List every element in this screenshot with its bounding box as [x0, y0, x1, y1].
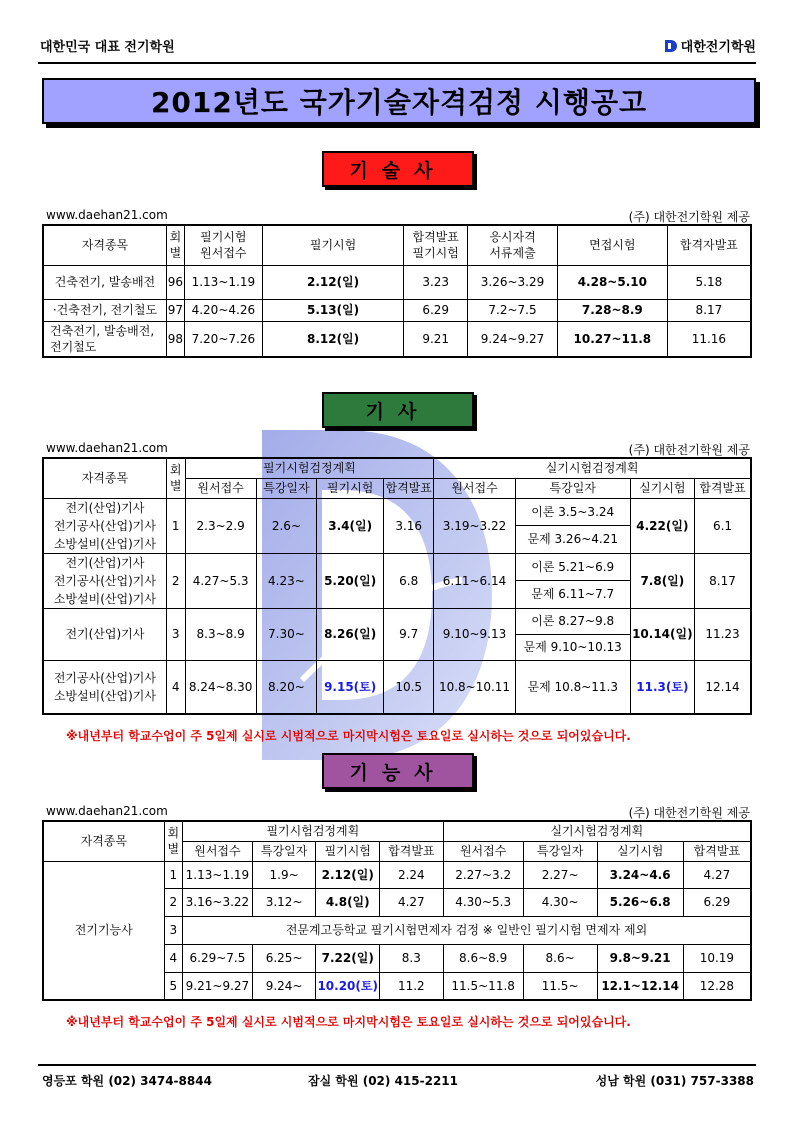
cell: ·건축전기, 전기철도	[43, 299, 166, 321]
cell: 2	[164, 888, 182, 916]
cell: 4.30~	[523, 888, 597, 916]
cell: 11.3(토)	[630, 660, 694, 714]
cell: 4.27	[380, 888, 444, 916]
cell: 문제 6.11~7.7	[515, 581, 630, 609]
cell-note: 전문계고등학교 필기시험면제자 검정 ※ 일반인 필기시험 면제자 제외	[183, 916, 751, 944]
cell: 8.20~	[256, 660, 317, 714]
col-header: 필기시험 원서접수	[184, 225, 262, 265]
table-engineer	[42, 457, 752, 715]
cell: 4.8(일)	[316, 888, 380, 916]
cell: 6.29	[683, 888, 751, 916]
cell: 9.7	[384, 608, 434, 660]
cell: 5.20(일)	[317, 553, 384, 608]
cell: 10.8~10.11	[434, 660, 516, 714]
cell: 7.28~8.9	[557, 299, 667, 321]
cell: 8.3~8.9	[185, 608, 256, 660]
cell: 2.27~3.2	[443, 861, 523, 888]
col-header: 필기시험	[317, 478, 384, 498]
cell: 11.5~11.8	[443, 972, 523, 1000]
group-header: 필기시험검정계획	[183, 821, 444, 841]
cell: 3.12~	[252, 888, 316, 916]
table-row	[43, 498, 751, 526]
cell: 6.1	[695, 498, 752, 553]
cell: 5.13(일)	[262, 299, 403, 321]
cell: 5.26~6.8	[597, 888, 683, 916]
cell: 11.2	[380, 972, 444, 1000]
cell: 11.5~	[523, 972, 597, 1000]
cell: 10.19	[683, 944, 751, 972]
cell: 2.6~	[256, 498, 317, 553]
cell: 6.25~	[252, 944, 316, 972]
source-url: www.daehan21.com	[46, 208, 168, 222]
cell: 7.8(일)	[630, 553, 694, 608]
cell: 12.14	[695, 660, 752, 714]
table-row	[43, 660, 751, 714]
col-header: 실기시험	[630, 478, 694, 498]
cell-subjects: 전기(산업)기사 전기공사(산업)기사 소방설비(산업)기사	[43, 553, 166, 608]
cell: 3.24~4.6	[597, 861, 683, 888]
section-label-engineer-pro: 기술사	[322, 151, 474, 187]
cell: 96	[166, 265, 184, 299]
cell: 2.27~	[523, 861, 597, 888]
cell: 9.24~	[252, 972, 316, 1000]
col-header: 응시자격 서류제출	[468, 225, 558, 265]
col-header: 필기시험	[316, 841, 380, 861]
cell: 8.12(일)	[262, 321, 403, 357]
cell: 7.22(일)	[316, 944, 380, 972]
cell: 건축전기, 발송배전	[43, 265, 166, 299]
footer-center: 잠실 학원 (02) 415-2211	[308, 1074, 458, 1088]
cell: 10.27~11.8	[557, 321, 667, 357]
cell: 8.17	[667, 299, 751, 321]
cell: 1	[166, 498, 185, 553]
cell: 8.26(일)	[317, 608, 384, 660]
cell: 1	[164, 861, 182, 888]
table-craftsman	[42, 820, 752, 1001]
header-rule	[38, 62, 756, 64]
col-header: 특강일자	[515, 478, 630, 498]
cell: 10.20(토)	[316, 972, 380, 1000]
col-header: 회 별	[164, 821, 182, 861]
cell-subjects: 전기(산업)기사	[43, 608, 166, 660]
cell: 6.29	[404, 299, 468, 321]
col-header: 필기시험	[262, 225, 403, 265]
cell: 7.20~7.26	[184, 321, 262, 357]
cell: 4.23~	[256, 553, 317, 608]
col-header: 실기시험	[597, 841, 683, 861]
cell: 3.16	[384, 498, 434, 553]
footer-left: 영등포 학원 (02) 3474-8844	[42, 1074, 212, 1088]
header-right-text: 대한전기학원	[680, 40, 756, 55]
credit-text: (주) 대한전기학원 제공	[628, 806, 750, 820]
cell: 6.11~6.14	[434, 553, 516, 608]
cell: 5.18	[667, 265, 751, 299]
cell: 8.17	[695, 553, 752, 608]
cell: 2.3~2.9	[185, 498, 256, 553]
col-header: 특강일자	[256, 478, 317, 498]
cell: 10.14(일)	[630, 608, 694, 660]
cell: 3.4(일)	[317, 498, 384, 553]
col-header: 특강일자	[252, 841, 316, 861]
cell: 이론 5.21~6.9	[515, 553, 630, 581]
cell: 2.12(일)	[262, 265, 403, 299]
cell: 이론 8.27~9.8	[515, 608, 630, 634]
col-header: 자격종목	[43, 458, 166, 498]
col-header: 합격발표	[683, 841, 751, 861]
cell: 문제 3.26~4.21	[515, 526, 630, 554]
header-left-text: 대한민국 대표 전기학원	[40, 40, 175, 55]
col-header: 합격발표	[695, 478, 752, 498]
table-row	[43, 265, 751, 299]
cell: 8.6~8.9	[443, 944, 523, 972]
cell: 11.23	[695, 608, 752, 660]
cell: 3.23	[404, 265, 468, 299]
cell: 이론 3.5~3.24	[515, 498, 630, 526]
cell: 건축전기, 발송배전, 전기철도	[43, 321, 166, 357]
group-header: 실기시험검정계획	[434, 458, 751, 478]
cell: 4.28~5.10	[557, 265, 667, 299]
cell: 1.9~	[252, 861, 316, 888]
source-url: www.daehan21.com	[46, 804, 168, 818]
cell: 8.3	[380, 944, 444, 972]
notice-text: ※내년부터 학교수업이 주 5일제 실시로 시범적으로 마지막시험은 토요일로 실시하는 것으로 되어있습니다.	[66, 729, 631, 743]
table-row	[43, 861, 751, 888]
cell: 8.24~8.30	[185, 660, 256, 714]
col-header: 회 별	[166, 458, 185, 498]
cell: 3.16~3.22	[183, 888, 253, 916]
cell: 3	[166, 608, 185, 660]
cell: 2.12(일)	[316, 861, 380, 888]
credit-text: (주) 대한전기학원 제공	[628, 443, 750, 457]
cell: 5	[164, 972, 182, 1000]
cell: 12.28	[683, 972, 751, 1000]
cell: 10.5	[384, 660, 434, 714]
cell: 9.24~9.27	[468, 321, 558, 357]
notice-text: ※내년부터 학교수업이 주 5일제 실시로 시범적으로 마지막시험은 토요일로 실시하는 것으로 되어있습니다.	[66, 1015, 631, 1029]
col-header: 합격발표	[380, 841, 444, 861]
col-header: 합격발표 필기시험	[404, 225, 468, 265]
col-header: 회 별	[166, 225, 184, 265]
cell: 8.6~	[523, 944, 597, 972]
section-label-engineer: 기사	[322, 392, 474, 428]
table-pro-engineer	[42, 224, 752, 358]
cell: 4.20~4.26	[184, 299, 262, 321]
cell: 1.13~1.19	[183, 861, 253, 888]
col-header: 원서접수	[434, 478, 516, 498]
cell-subjects: 전기(산업)기사 전기공사(산업)기사 소방설비(산업)기사	[43, 498, 166, 553]
footer-rule	[38, 1064, 756, 1066]
col-header: 원서접수	[443, 841, 523, 861]
cell: 4.22(일)	[630, 498, 694, 553]
col-header: 원서접수	[185, 478, 256, 498]
cell: 4	[166, 660, 185, 714]
table-row	[43, 321, 751, 357]
cell: 4	[164, 944, 182, 972]
col-header: 자격종목	[43, 821, 164, 861]
credit-text: (주) 대한전기학원 제공	[628, 210, 750, 224]
cell: 97	[166, 299, 184, 321]
cell: 6.29~7.5	[183, 944, 253, 972]
cell: 2	[166, 553, 185, 608]
table-row	[43, 553, 751, 581]
cell: 3.26~3.29	[468, 265, 558, 299]
cell: 9.21	[404, 321, 468, 357]
group-header: 필기시험검정계획	[185, 458, 434, 478]
page-title: 2012년도 국가기술자격검정 시행공고	[42, 78, 756, 124]
group-header: 실기시험검정계획	[443, 821, 751, 841]
cell: 9.15(토)	[317, 660, 384, 714]
cell: 3	[164, 916, 182, 944]
cell: 9.10~9.13	[434, 608, 516, 660]
col-header: 면접시험	[557, 225, 667, 265]
cell: 4.27~5.3	[185, 553, 256, 608]
table-row	[43, 608, 751, 634]
cell: 3.19~3.22	[434, 498, 516, 553]
cell: 9.8~9.21	[597, 944, 683, 972]
cell-subjects: 전기공사(산업)기사 소방설비(산업)기사	[43, 660, 166, 714]
header-right-brand	[664, 36, 756, 55]
cell: 문제 9.10~10.13	[515, 634, 630, 660]
cell: 6.8	[384, 553, 434, 608]
cell: 7.2~7.5	[468, 299, 558, 321]
source-url: www.daehan21.com	[46, 441, 168, 455]
col-header: 자격종목	[43, 225, 166, 265]
cell: 4.27	[683, 861, 751, 888]
cell: 98	[166, 321, 184, 357]
col-header: 특강일자	[523, 841, 597, 861]
table-row	[43, 299, 751, 321]
cell-subject: 전기기능사	[43, 861, 164, 1000]
col-header: 합격자발표	[667, 225, 751, 265]
logo-icon	[664, 39, 678, 53]
footer-right: 성남 학원 (031) 757-3388	[595, 1074, 754, 1088]
col-header: 원서접수	[183, 841, 253, 861]
cell: 1.13~1.19	[184, 265, 262, 299]
cell: 11.16	[667, 321, 751, 357]
cell: 9.21~9.27	[183, 972, 253, 1000]
cell: 4.30~5.3	[443, 888, 523, 916]
col-header: 합격발표	[384, 478, 434, 498]
section-label-craftsman: 기능사	[322, 753, 474, 789]
cell: 12.1~12.14	[597, 972, 683, 1000]
cell: 2.24	[380, 861, 444, 888]
cell: 7.30~	[256, 608, 317, 660]
cell: 문제 10.8~11.3	[515, 660, 630, 714]
